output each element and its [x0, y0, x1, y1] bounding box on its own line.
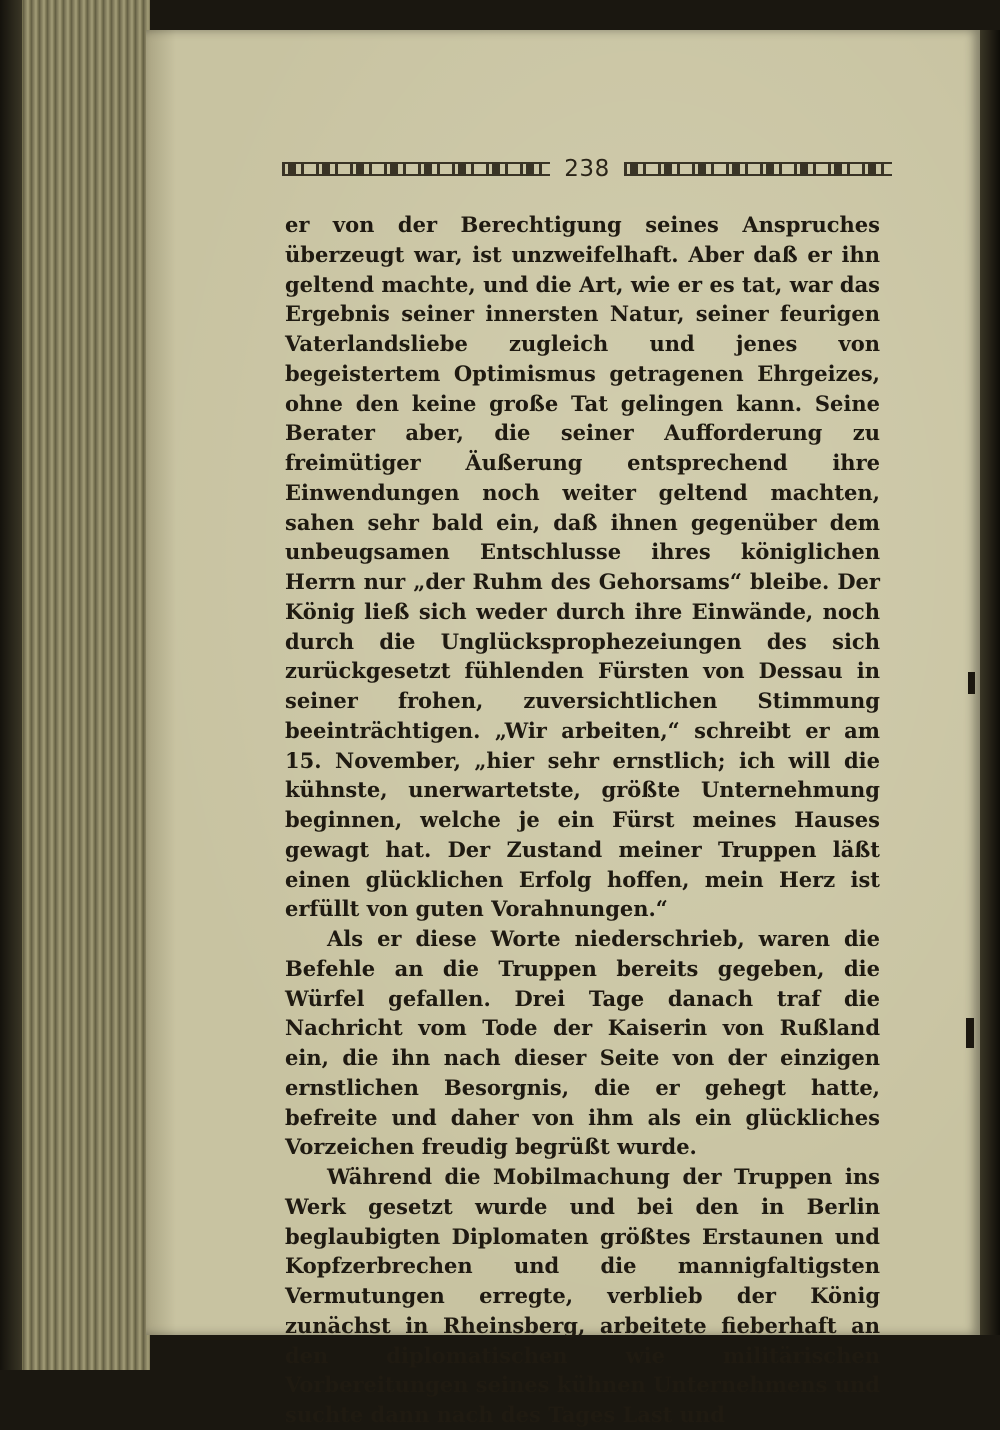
paragraph-1: er von der Berechtigung seines Anspruches überzeugt war, ist unzweifelhaft. Aber daß er ihn geltend machte, und die Art, wie er es tat, war das Ergebnis seiner innersten Natur, seiner feurigen Vaterlandsliebe zugleich und jenes von begeistertem Optimismus getragenen Ehrgeizes, ohne den keine große Tat gelingen kann. Seine Berater aber, die seiner Aufforderung zu freimütiger Äußerung entsprechend ihre Einwendungen noch weiter geltend machten, sahen sehr bald ein, daß ihnen gegenüber dem unbeugsamen Entschlusse ihres königlichen Herrn nur „der Ruhm des Gehorsams“ bleibe. Der König ließ sich weder durch ihre Einwände, noch durch die Unglücksprophezeiungen des sich zurückgesetzt fühlenden Fürsten von Dessau in seiner frohen, zuversichtlichen Stimmung beeinträchtigen. „Wir arbeiten,“ schreibt er am 15. November, „hier sehr ernstlich; ich will die kühnste, unerwartetste, größte Unternehmung beginnen, welche je ein Fürst meines Hauses gewagt hat. Der Zustand meiner Truppen läßt einen glücklichen Erfolg hoffen, mein Herz ist erfüllt von guten Vorahnungen.“ [285, 212, 880, 922]
header-ornament-right [624, 162, 892, 176]
paragraph-3: Während die Mobilmachung der Truppen ins Werk gesetzt wurde und bei den in Berlin beglaubigten Diplomaten größtes Erstaunen und Kopfzerbrechen und die mannigfaltigsten Vermutungen erregte, verblieb der König zunächst in Rheinsberg, arbeitete fieberhaft an den diplomatischen wie militärischen Vorbereitungen seines kühnen Unternehmens und suchte dann nach des Tages Last und [285, 1164, 880, 1427]
margin-mark-lower [966, 1018, 974, 1048]
paragraph-2: Als er diese Worte niederschrieb, waren die Befehle an die Truppen bereits gegeben, die Würfel gefallen. Drei Tage danach traf die Nachricht vom Tode der Kaiserin von Rußland ein, die ihn nach dieser Seite von der einzigen ernstlichen Besorgnis, die er gehegt hatte, befreite und daher von ihm als ein glückliches Vorzeichen freudig begrüßt wurde. [285, 926, 880, 1160]
book-right-shadow [980, 30, 1000, 1335]
book-page-edges [0, 0, 150, 1370]
page-header [282, 152, 892, 186]
body-text [285, 210, 880, 1430]
page-number: 238 [564, 156, 610, 182]
header-ornament-left [282, 162, 550, 176]
margin-mark-upper [968, 672, 975, 694]
